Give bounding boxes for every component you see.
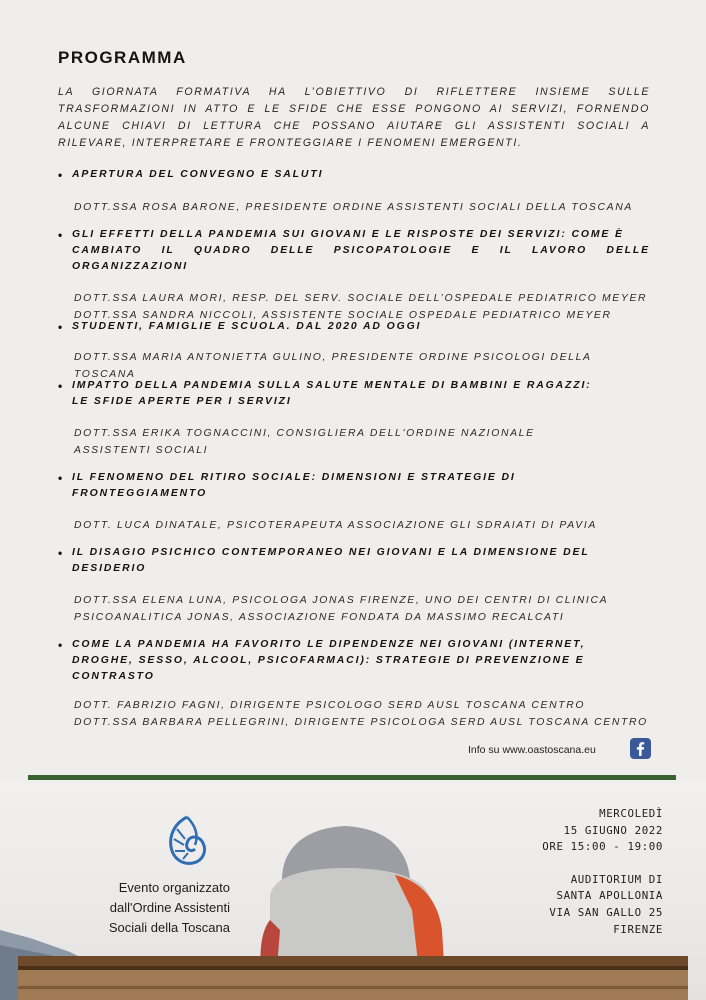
speaker-line: DOTT. FABRIZIO FAGNI, DIRIGENTE PSICOLOGO SERD AUSL TOSCANA CENTRO bbox=[74, 700, 586, 711]
intro-paragraph: LA GIORNATA FORMATIVA HA L’OBIETTIVO DI RIFLETTERE INSIEME SULLE TRASFORMAZIONI IN ATTO E LE SFIDE CHE ESSE PONGONO AI SERVIZI, FORNENDO ALCUNE CHIAVI DI LETTURA CHE POSSANO AIUTARE GLI ASSISTENTI SOCIALI A RILEVARE, INTERPRETARE E FRONTEGGIARE I FENOMENI EMERGENTI. bbox=[58, 86, 650, 149]
venue-line: FIRENZE bbox=[613, 922, 663, 936]
program-item bbox=[58, 319, 650, 383]
speaker-line: DOTT.SSA SANDRA NICCOLI, ASSISTENTE SOCIALE OSPEDALE PEDIATRICO MEYER bbox=[74, 310, 612, 321]
session-title-line: APERTURA DEL CONVEGNO E SALUTI bbox=[72, 169, 324, 180]
session-title-line: IL DISAGIO PSICHICO CONTEMPORANEO NEI GIOVANI E LA DIMENSIONE DEL bbox=[72, 547, 590, 558]
session-title-line: STUDENTI, FAMIGLIE E SCUOLA. DAL 2020 AD OGGI bbox=[72, 321, 422, 332]
bullet: • bbox=[58, 320, 65, 334]
session-title-line: IMPATTO DELLA PANDEMIA SULLA SALUTE MENTALE DI BAMBINI E RAGAZZI: bbox=[72, 380, 592, 391]
session-title-line: GLI EFFETTI DELLA PANDEMIA SUI GIOVANI E LE RISPOSTE DEI SERVIZI: COME È bbox=[72, 229, 624, 240]
program-item bbox=[58, 167, 650, 216]
session-title bbox=[58, 637, 650, 685]
session-title bbox=[58, 470, 650, 502]
session-title-line: DESIDERIO bbox=[72, 563, 147, 574]
speaker-line: PSICOANALITICA JONAS, ASSOCIAZIONE FONDATA DA MASSIMO RECALCATI bbox=[74, 612, 565, 623]
event-details bbox=[483, 806, 663, 938]
session-title-line: LE SFIDE APERTE PER I SERVIZI bbox=[72, 396, 292, 407]
speaker-line: ASSISTENTI SOCIALI bbox=[74, 445, 209, 456]
bullet: • bbox=[58, 228, 65, 242]
venue-line: VIA SAN GALLO 25 bbox=[549, 905, 663, 919]
session-title bbox=[58, 227, 650, 275]
venue-line: SANTA APOLLONIA bbox=[556, 889, 663, 903]
program-item bbox=[58, 378, 650, 459]
logo-shell-icon bbox=[165, 815, 209, 867]
bullet: • bbox=[58, 379, 65, 393]
session-title bbox=[58, 167, 650, 183]
facebook-icon[interactable] bbox=[630, 738, 651, 759]
program-item bbox=[58, 545, 650, 626]
venue-line: AUDITORIUM DI bbox=[570, 872, 663, 886]
date-line: MERCOLEDÌ bbox=[599, 807, 663, 820]
info-link[interactable]: Info su www.oastoscana.eu bbox=[468, 744, 596, 756]
session-title bbox=[58, 319, 650, 335]
speaker-line: DOTT.SSA ERIKA TOGNACCINI, CONSIGLIERA DELL'ORDINE NAZIONALE bbox=[74, 428, 535, 439]
session-title-line: CAMBIATO IL QUADRO DELLE PSICOPATOLOGIE E IL LAVORO DELLE ORGANIZZAZIONI bbox=[72, 245, 650, 272]
session-title-line: IL FENOMENO DEL RITIRO SOCIALE: DIMENSIONI E STRATEGIE DI bbox=[72, 472, 516, 483]
speaker-line: DOTT.SSA LAURA MORI, RESP. DEL SERV. SOCIALE DELL’OSPEDALE PEDIATRICO MEYER bbox=[74, 293, 648, 304]
session-title bbox=[58, 545, 650, 577]
bullet: • bbox=[58, 638, 65, 652]
bullet: • bbox=[58, 168, 65, 182]
session-title-line: DROGHE, SESSO, ALCOOL, PSICOFARMACI): STRATEGIE DI PREVENZIONE E bbox=[72, 655, 585, 666]
speaker-line: DOTT. LUCA DINATALE, PSICOTERAPEUTA ASSOCIAZIONE GLI SDRAIATI DI PAVIA bbox=[74, 520, 597, 531]
bullet: • bbox=[58, 471, 65, 485]
organizer-text: Evento organizzato dall'Ordine Assistenti Sociali della Toscana bbox=[108, 880, 230, 935]
date-line: 15 GIUGNO 2022 bbox=[563, 823, 663, 837]
session-title-line: FRONTEGGIAMENTO bbox=[72, 488, 208, 499]
session-title bbox=[58, 378, 650, 410]
session-title-line: CONTRASTO bbox=[72, 671, 155, 682]
speaker-line: DOTT.SSA MARIA ANTONIETTA GULINO, PRESIDENTE ORDINE PSICOLOGI DELLA TOSCANA bbox=[74, 352, 592, 380]
time-line: ORE 15:00 - 19:00 bbox=[542, 840, 663, 854]
program-item bbox=[58, 637, 650, 731]
program-item bbox=[58, 227, 650, 324]
session-title-line: COME LA PANDEMIA HA FAVORITO LE DIPENDENZE NEI GIOVANI (INTERNET, bbox=[72, 639, 586, 650]
speaker-line: DOTT.SSA ROSA BARONE, PRESIDENTE ORDINE ASSISTENTI SOCIALI DELLA TOSCANA bbox=[74, 202, 633, 213]
bullet: • bbox=[58, 546, 65, 560]
page-title: PROGRAMMA bbox=[58, 48, 187, 67]
speaker-line: DOTT.SSA ELENA LUNA, PSICOLOGA JONAS FIRENZE, UNO DEI CENTRI DI CLINICA bbox=[74, 595, 609, 606]
program-item bbox=[58, 470, 650, 534]
speaker-line: DOTT.SSA BARBARA PELLEGRINI, DIRIGENTE PSICOLOGA SERD AUSL TOSCANA CENTRO bbox=[74, 717, 648, 728]
